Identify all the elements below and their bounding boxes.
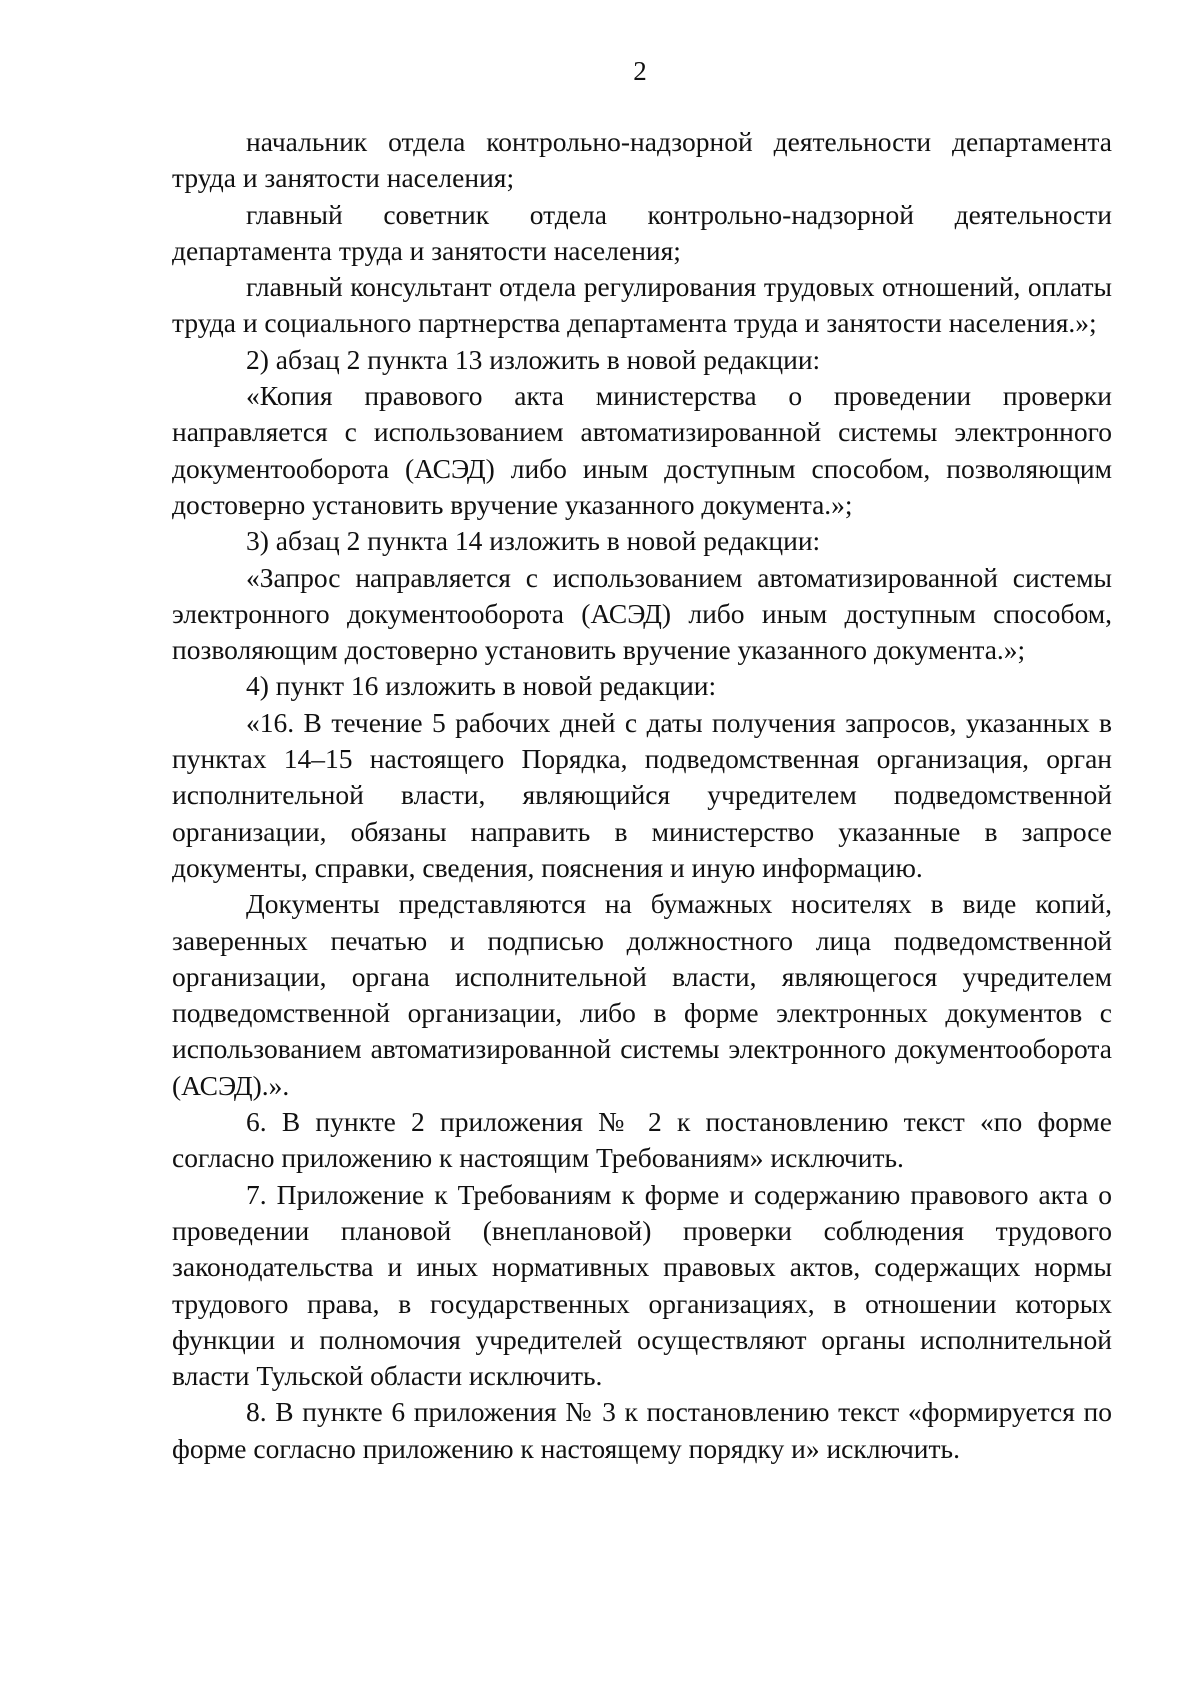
- document-body: [172, 124, 1112, 1467]
- paragraph-13: 8. В пункте 6 приложения № 3 к постановлению текст «формируется по форме согласно приложению к настоящему порядку и» исключить.: [172, 1396, 1112, 1464]
- paragraph-7: «Запрос направляется с использованием автоматизированной системы электронного документооборота (АСЭД) либо иным доступным способом, позволяющим достоверно установить вручение указанного документа.»;: [172, 561, 1112, 666]
- paragraph-8: 4) пункт 16 изложить в новой редакции:: [246, 670, 717, 702]
- paragraph-6: 3) абзац 2 пункта 14 изложить в новой редакции:: [246, 525, 821, 557]
- paragraph-4: 2) абзац 2 пункта 13 изложить в новой редакции:: [246, 343, 821, 375]
- paragraph-10: Документы представляются на бумажных носителях в виде копий, заверенных печатью и подписью должностного лица подведомственной организации, органа исполнительной власти, являющегося учредителем подведомственной организации, либо в форме электронных документов с использованием автоматизированной системы электронного документооборота (АСЭД).».: [172, 888, 1112, 1101]
- paragraph-12: 7. Приложение к Требованиям к форме и содержанию правового акта о проведении плановой (внеплановой) проверки соблюдения трудового законодательства и иных нормативных правовых актов, содержащих нормы трудового права, в государственных организациях, в отношении которых функции и полномочия учредителей осуществляют органы исполнительной власти Тульской области исключить.: [172, 1178, 1112, 1392]
- paragraph-2: главный советник отдела контрольно-надзорной деятельности департамента труда и занятости населения;: [172, 198, 1112, 266]
- paragraph-11: 6. В пункте 2 приложения № 2 к постановлению текст «по форме согласно приложению к настоящим Требованиям» исключить.: [172, 1106, 1112, 1174]
- paragraph-5: «Копия правового акта министерства о проведении проверки направляется с использованием автоматизированной системы электронного документооборота (АСЭД) либо иным доступным способом, позволяющим достоверно установить вручение указанного документа.»;: [172, 380, 1112, 520]
- paragraph-3: главный консультант отдела регулирования трудовых отношений, оплаты труда и социального партнерства департамента труда и занятости населения.»;: [172, 271, 1112, 339]
- paragraph-9: «16. В течение 5 рабочих дней с даты получения запросов, указанных в пунктах 14–15 настоящего Порядка, подведомственная организация, орган исполнительной власти, являющийся учредителем подведомственной организации, обязаны направить в министерство указанные в запросе документы, справки, сведения, пояснения и иную информацию.: [172, 706, 1112, 883]
- paragraph-1: начальник отдела контрольно-надзорной деятельности департамента труда и занятости населения;: [172, 126, 1112, 194]
- page-number: 2: [633, 56, 647, 86]
